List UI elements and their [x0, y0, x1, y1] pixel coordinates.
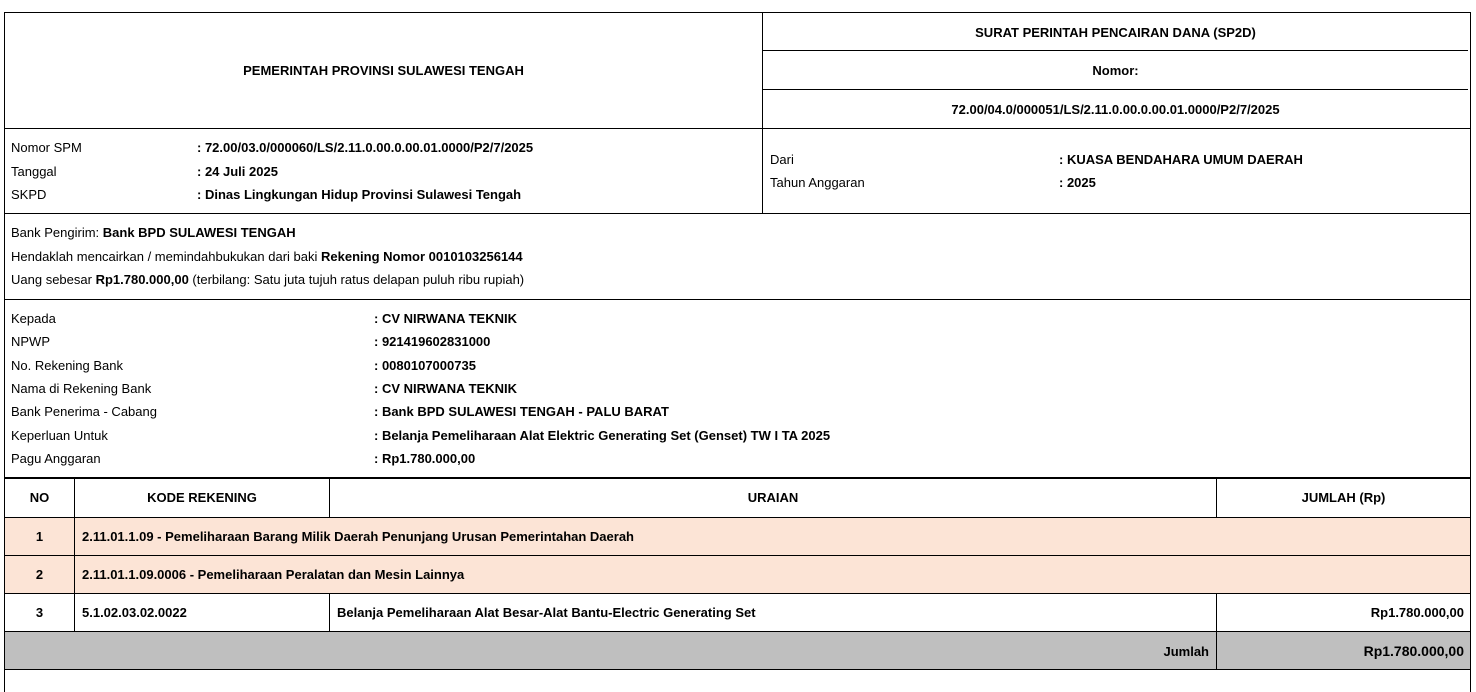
rekening-value: Rekening Nomor 0010103256144	[321, 249, 523, 264]
recipient-value: : 921419602831000	[374, 334, 491, 350]
recipient-label: Keperluan Untuk	[11, 427, 108, 443]
row-3-kode: 5.1.02.03.02.0022	[82, 605, 187, 620]
government-title: PEMERINTAH PROVINSI SULAWESI TENGAH	[243, 63, 524, 78]
tanggal-value: : 24 Juli 2025	[197, 164, 278, 179]
col-header-kode: KODE REKENING	[147, 490, 257, 505]
amount-prefix: Uang sebesar	[11, 272, 96, 287]
sp2d-document	[4, 12, 1471, 692]
col-header-no: NO	[29, 490, 50, 505]
bank-pengirim-value: Bank BPD SULAWESI TENGAH	[102, 225, 296, 240]
nomor-label: Nomor:	[1092, 63, 1139, 78]
bank-pengirim-line	[11, 225, 296, 240]
recipient-value: : Bank BPD SULAWESI TENGAH - PALU BARAT	[374, 404, 669, 420]
row-1-no: 1	[35, 529, 44, 544]
row-2-no: 2	[35, 567, 44, 582]
recipient-value: : CV NIRWANA TEKNIK	[374, 380, 517, 396]
skpd-label: SKPD	[11, 187, 47, 202]
recipient-value: : 0080107000735	[374, 357, 476, 373]
tahun-label: Tahun Anggaran	[770, 175, 865, 190]
dari-value: : KUASA BENDAHARA UMUM DAERAH	[1059, 152, 1303, 167]
amount-value: Rp1.780.000,00	[95, 272, 189, 287]
recipient-label: Bank Penerima - Cabang	[11, 404, 157, 420]
dari-label: Dari	[770, 152, 794, 167]
tanggal-label: Tanggal	[11, 164, 57, 179]
row-3-jumlah: Rp1.780.000,00	[1370, 605, 1464, 620]
row-2-text: 2.11.01.1.09.0006 - Pemeliharaan Peralatan dan Mesin Lainnya	[82, 567, 465, 582]
nomor-spm-label: Nomor SPM	[11, 140, 82, 155]
recipient-label: NPWP	[11, 334, 50, 350]
bank-pengirim-label: Bank Pengirim:	[11, 225, 103, 240]
row-3-uraian: Belanja Pemeliharaan Alat Besar-Alat Bantu-Electric Generating Set	[337, 605, 756, 620]
recipient-value: : Rp1.780.000,00	[374, 450, 476, 466]
row-1-text: 2.11.01.1.09 - Pemeliharaan Barang Milik Daerah Penunjang Urusan Pemerintahan Daerah	[82, 529, 634, 544]
rekening-prefix: Hendaklah mencairkan / memindahbukukan dari baki	[11, 249, 322, 264]
col-header-jumlah: JUMLAH (Rp)	[1301, 490, 1386, 505]
skpd-value: : Dinas Lingkungan Hidup Provinsi Sulawesi Tengah	[197, 187, 522, 202]
col-header-uraian: URAIAN	[747, 490, 799, 505]
rekening-line	[11, 249, 523, 264]
amount-line	[11, 272, 524, 287]
document-title: SURAT PERINTAH PENCAIRAN DANA (SP2D)	[975, 25, 1256, 40]
recipient-value: : Belanja Pemeliharaan Alat Elektric Generating Set (Genset) TW I TA 2025	[374, 427, 831, 443]
recipient-label: No. Rekening Bank	[11, 357, 124, 373]
recipient-label: Nama di Rekening Bank	[11, 380, 152, 396]
recipient-value: : CV NIRWANA TEKNIK	[374, 311, 517, 326]
total-value: Rp1.780.000,00	[1363, 643, 1464, 659]
tahun-value: : 2025	[1059, 175, 1096, 190]
recipient-label: Kepada	[11, 311, 56, 326]
row-3-no: 3	[35, 605, 44, 620]
amount-terbilang: (terbilang: Satu juta tujuh ratus delapan puluh ribu rupiah)	[188, 272, 525, 287]
nomor-value: 72.00/04.0/000051/LS/2.11.0.00.0.00.01.0000/P2/7/2025	[951, 102, 1280, 117]
nomor-spm-value: : 72.00/03.0/000060/LS/2.11.0.00.0.00.01.0000/P2/7/2025	[197, 140, 534, 155]
total-label: Jumlah	[1163, 644, 1209, 659]
recipient-label: Pagu Anggaran	[11, 450, 101, 466]
